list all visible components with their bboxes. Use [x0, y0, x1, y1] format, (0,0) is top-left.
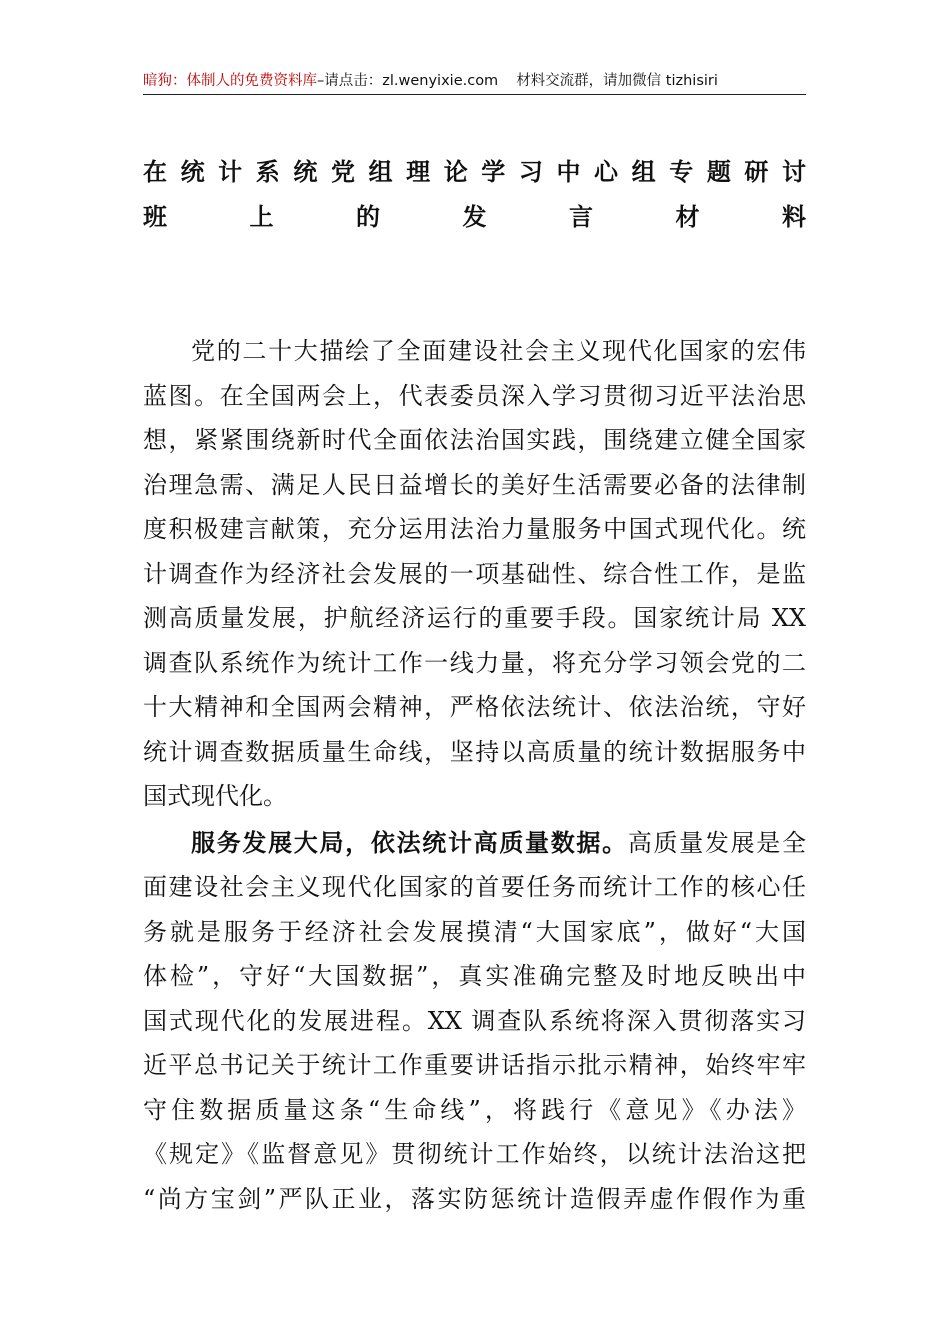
paragraph-service-development	[143, 821, 806, 1222]
text-line: 面建设社会主义现代化国家的首要任务而统计工作的核心任	[143, 873, 806, 901]
header-url-link[interactable]: zl.wenyixie.com	[382, 73, 499, 89]
document-title	[143, 150, 806, 239]
text-line: 治理急需、满足人民日益增长的美好生活需要必备的法律制	[143, 470, 806, 499]
header-click-prompt: –请点击：	[317, 73, 383, 89]
page-header	[143, 68, 805, 94]
text-fragment: 高质量发展是全	[627, 828, 806, 857]
text-line: 务就是服务于经济社会发展摸清“大国家底”，做好“大国	[143, 917, 806, 946]
text-line: 度积极建言献策，充分运用法治力量服务中国式现代化。统	[143, 515, 806, 543]
text-line: 国式现代化的发展进程。XX 调查队系统将深入贯彻落实习	[143, 1006, 806, 1035]
text-line: 党的二十大描绘了全面建设社会主义现代化国家的宏伟	[191, 337, 806, 365]
text-line: 体检”，守好“大国数据”，真实准确完整及时地反映出中	[143, 962, 806, 990]
text-line: 测高质量发展，护航经济运行的重要手段。国家统计局 XX	[143, 604, 806, 632]
section-heading: 服务发展大局，依法统计高质量数据。	[191, 827, 628, 857]
title-line-1: 在统计系统党组理论学习中心组专题研讨	[143, 157, 806, 186]
text-line: 想，紧紧围绕新时代全面依法治国实践，围绕建立健全国家	[143, 426, 806, 454]
title-line-2: 班上的发言材料	[143, 201, 806, 231]
text-line: “尚方宝剑”严队正业，落实防惩统计造假弄虚作假作为重	[143, 1184, 806, 1213]
text-line: 十大精神和全国两会精神，严格依法统计、依法治统，守好	[143, 693, 806, 721]
text-line: 计调查作为经济社会发展的一项基础性、综合性工作，是监	[143, 559, 806, 588]
text-line: 调查队系统作为统计工作一线力量，将充分学习领会党的二	[143, 648, 806, 677]
text-line: 守住数据质量这条“生命线”，将践行《意见》《办法》	[143, 1095, 806, 1124]
paragraph-intro	[143, 329, 806, 819]
text-line: 国式现代化。	[143, 782, 287, 810]
header-divider	[143, 94, 806, 95]
header-site-label: 暗狗：体制人的免费资料库	[143, 73, 317, 89]
document-body	[143, 329, 806, 1221]
text-line: 蓝图。在全国两会上，代表委员深入学习贯彻习近平法治思	[143, 381, 806, 410]
header-wechat-note: 材料交流群，请加微信 tizhisiri	[516, 73, 718, 89]
text-line: 统计调查数据质量生命线，坚持以高质量的统计数据服务中	[143, 737, 806, 766]
text-line-with-heading	[143, 821, 806, 866]
text-line: 《规定》《监督意见》贯彻统计工作始终，以统计法治这把	[143, 1140, 806, 1168]
text-line: 近平总书记关于统计工作重要讲话指示批示精神，始终牢牢	[143, 1051, 806, 1079]
